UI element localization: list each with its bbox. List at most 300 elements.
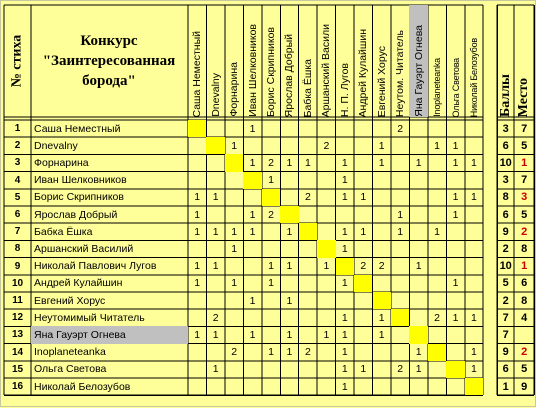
- score-cell: 1: [231, 277, 238, 290]
- column-header-participant: [225, 5, 243, 117]
- score-cell: [446, 240, 464, 257]
- column-header-label: Борис Скрипников: [265, 27, 278, 117]
- score-cell: [428, 172, 446, 189]
- row-number: 13: [11, 329, 24, 341]
- score-cell: [428, 292, 446, 309]
- score-cell: 2: [397, 363, 404, 376]
- score-cell: 2: [360, 260, 367, 273]
- score-cell: [465, 172, 483, 189]
- score-cell: [465, 275, 483, 292]
- score-cell: 1: [360, 191, 367, 204]
- score-cell: [280, 240, 298, 257]
- score-cell: [299, 172, 317, 189]
- score-cell: [373, 189, 391, 206]
- score-cell: [354, 378, 372, 395]
- column-header-label: Неутом. Читатель: [394, 29, 407, 117]
- score-cell: 1: [471, 191, 477, 204]
- score-cell: [225, 258, 243, 275]
- place-cell: 5: [521, 363, 528, 376]
- column-header-label: Бабка Ёшка: [301, 58, 314, 117]
- place-cell: [514, 326, 534, 343]
- score-cell: [354, 326, 372, 343]
- score-cell: [354, 206, 372, 223]
- column-header-participant: [299, 5, 317, 117]
- score-cell: 1: [194, 328, 201, 341]
- score-cell: [391, 378, 409, 395]
- score-cell: [206, 154, 224, 171]
- participant-name: Саша Неместный: [34, 122, 121, 135]
- score-cell: [206, 292, 224, 309]
- score-cell: [262, 326, 280, 343]
- contest-title-line: борода": [82, 73, 136, 89]
- score-cell: 1: [452, 208, 459, 221]
- score-cell: [465, 292, 483, 309]
- score-cell: 1: [341, 380, 348, 393]
- score-cell: [225, 206, 243, 223]
- score-cell: [262, 137, 280, 154]
- score-cell: 1: [397, 208, 404, 221]
- column-header-participant: [262, 5, 280, 117]
- column-header-participant: [465, 5, 483, 117]
- participant-name: Борис Скрипников: [34, 191, 124, 204]
- column-header-participant: [428, 5, 446, 117]
- score-cell: [299, 240, 317, 257]
- diagonal-cell: [391, 309, 409, 326]
- score-cell: [188, 154, 206, 171]
- participant-name: Ольга Светова: [34, 363, 107, 376]
- score-cell: [409, 378, 427, 395]
- score-cell: [354, 309, 372, 326]
- score-cell: [409, 120, 427, 137]
- row-number: 5: [14, 191, 21, 203]
- row-number: 3: [14, 157, 21, 169]
- score-cell: 1: [212, 363, 219, 376]
- score-cell: 2: [231, 346, 238, 359]
- place-cell: 7: [521, 122, 528, 135]
- score-cell: 1: [341, 277, 348, 290]
- total-cell: 7: [502, 328, 509, 341]
- column-header-label: Н. П. Лугов: [338, 62, 351, 117]
- score-cell: 1: [212, 191, 219, 204]
- score-cell: 1: [378, 311, 385, 324]
- score-cell: [465, 258, 483, 275]
- score-cell: [446, 223, 464, 240]
- score-cell: 2: [212, 311, 219, 324]
- score-cell: [391, 189, 409, 206]
- score-cell: [409, 292, 427, 309]
- score-cell: 1: [434, 225, 440, 238]
- column-header-participant: [336, 5, 354, 117]
- score-cell: [391, 275, 409, 292]
- total-cell: 7: [502, 311, 509, 324]
- contest-title: [31, 5, 187, 117]
- score-cell: 2: [304, 346, 311, 359]
- score-cell: [391, 292, 409, 309]
- total-cell: 6: [502, 363, 509, 376]
- score-cell: [299, 120, 317, 137]
- row-number: 12: [11, 312, 24, 324]
- score-cell: [317, 292, 335, 309]
- score-cell: 1: [194, 191, 201, 204]
- score-cell: [391, 258, 409, 275]
- score-cell: [225, 172, 243, 189]
- participant-name: Форнарина: [34, 156, 89, 169]
- score-cell: [206, 240, 224, 257]
- score-cell: [280, 275, 298, 292]
- score-cell: [188, 309, 206, 326]
- score-cell: [206, 120, 224, 137]
- score-cell: 1: [360, 225, 367, 238]
- place-cell: 2: [521, 346, 528, 359]
- participant-name: Бабка Ёшка: [34, 225, 93, 238]
- score-cell: [428, 275, 446, 292]
- row-number: 7: [14, 226, 21, 238]
- score-cell: [336, 292, 354, 309]
- score-cell: [299, 361, 317, 378]
- score-cell: [465, 240, 483, 257]
- total-cell: 10: [499, 156, 512, 169]
- score-cell: [409, 189, 427, 206]
- score-cell: 1: [415, 363, 422, 376]
- score-cell: 1: [268, 174, 274, 187]
- score-cell: [317, 189, 335, 206]
- score-cell: 1: [341, 174, 348, 187]
- score-cell: [206, 344, 224, 361]
- score-cell: [446, 326, 464, 343]
- score-cell: [243, 137, 261, 154]
- score-cell: [317, 344, 335, 361]
- score-cell: [391, 172, 409, 189]
- score-cell: 1: [471, 156, 477, 169]
- score-cell: [446, 378, 464, 395]
- score-cell: [465, 326, 483, 343]
- score-cell: [188, 344, 206, 361]
- score-cell: [299, 137, 317, 154]
- row-number: 2: [14, 140, 21, 152]
- place-cell: 5: [521, 139, 528, 152]
- score-cell: 1: [323, 260, 330, 273]
- column-header-participant: [373, 5, 391, 117]
- score-cell: [280, 172, 298, 189]
- participant-name: Неутомимый Читатель: [34, 311, 145, 324]
- score-cell: [299, 206, 317, 223]
- score-cell: [373, 120, 391, 137]
- score-cell: 1: [397, 225, 404, 238]
- score-cell: [188, 361, 206, 378]
- score-cell: 2: [268, 156, 274, 169]
- column-header-label: Николай Белозубов: [468, 37, 479, 117]
- place-cell: 8: [521, 242, 528, 255]
- score-cell: 1: [249, 208, 256, 221]
- score-cell: [428, 378, 446, 395]
- score-cell: [465, 223, 483, 240]
- column-header-participant: [409, 5, 427, 117]
- score-cell: [299, 292, 317, 309]
- score-cell: [409, 223, 427, 240]
- score-cell: [373, 275, 391, 292]
- score-cell: [317, 275, 335, 292]
- score-cell: [446, 172, 464, 189]
- score-cell: 1: [286, 260, 293, 273]
- column-header-label: Dnevalny: [209, 73, 222, 117]
- diagonal-cell: [428, 344, 446, 361]
- diagonal-cell: [409, 326, 427, 343]
- diagonal-cell: [262, 189, 280, 206]
- score-cell: [280, 378, 298, 395]
- score-cell: [206, 206, 224, 223]
- score-cell: [373, 361, 391, 378]
- score-cell: 1: [304, 156, 311, 169]
- score-cell: 1: [471, 311, 477, 324]
- score-cell: [446, 120, 464, 137]
- score-cell: 1: [231, 139, 238, 152]
- diagonal-cell: [336, 258, 354, 275]
- score-cell: 1: [341, 225, 348, 238]
- score-cell: [299, 275, 317, 292]
- score-cell: 1: [452, 311, 459, 324]
- total-cell: 6: [502, 208, 509, 221]
- score-cell: [225, 292, 243, 309]
- column-header-participant: [188, 5, 206, 117]
- score-cell: [243, 309, 261, 326]
- column-header-label: Ольга Светова: [450, 57, 461, 117]
- score-cell: [280, 137, 298, 154]
- score-cell: [428, 189, 446, 206]
- score-cell: 1: [341, 328, 348, 341]
- score-cell: [446, 292, 464, 309]
- diagonal-cell: [317, 240, 335, 257]
- score-cell: 1: [471, 346, 477, 359]
- score-cell: [354, 240, 372, 257]
- score-cell: [317, 361, 335, 378]
- score-cell: [262, 120, 280, 137]
- score-cell: 2: [304, 191, 311, 204]
- score-cell: [317, 206, 335, 223]
- total-cell: 5: [502, 277, 509, 290]
- score-cell: [354, 172, 372, 189]
- column-header-label: Евгений Хорус: [375, 45, 388, 117]
- total-cell: 9: [502, 225, 509, 238]
- total-cell: 6: [502, 139, 509, 152]
- diagonal-cell: [225, 154, 243, 171]
- score-cell: [188, 292, 206, 309]
- diagonal-cell: [188, 120, 206, 137]
- score-cell: [354, 292, 372, 309]
- score-cell: 1: [378, 328, 385, 341]
- column-header-label: Яна Гауэрт Огнева: [412, 25, 425, 117]
- column-header-label: Ярослав Добрый: [283, 33, 296, 117]
- contest-title-line: "Заинтересованная: [42, 53, 176, 69]
- score-cell: [243, 189, 261, 206]
- score-cell: [262, 223, 280, 240]
- column-header-label: Аршанский Васили: [320, 23, 333, 117]
- score-cell: 1: [231, 225, 238, 238]
- score-cell: 1: [452, 191, 459, 204]
- participant-name: Андрей Кулайшин: [34, 277, 123, 290]
- score-cell: [317, 223, 335, 240]
- score-cell: 1: [231, 242, 238, 255]
- score-cell: [373, 206, 391, 223]
- participant-name: Николай Белозубов: [34, 380, 131, 393]
- row-number: 4: [14, 174, 21, 186]
- score-cell: [409, 172, 427, 189]
- score-cell: [280, 309, 298, 326]
- diagonal-cell: [280, 206, 298, 223]
- score-cell: 1: [452, 156, 459, 169]
- score-cell: 1: [434, 139, 440, 152]
- score-cell: [280, 120, 298, 137]
- column-header-total: [497, 5, 514, 117]
- score-cell: 1: [286, 156, 293, 169]
- score-cell: [354, 137, 372, 154]
- participant-name: Евгений Хорус: [34, 294, 106, 307]
- row-number: 9: [14, 260, 21, 272]
- score-cell: [262, 361, 280, 378]
- total-cell: 3: [502, 174, 509, 187]
- score-cell: 1: [471, 363, 477, 376]
- participant-name: Dnevalny: [34, 139, 78, 152]
- score-cell: [409, 240, 427, 257]
- score-cell: [354, 154, 372, 171]
- column-header-participant: [206, 5, 224, 117]
- score-cell: [428, 240, 446, 257]
- score-cell: 1: [249, 225, 256, 238]
- score-cell: 1: [194, 208, 201, 221]
- score-cell: [225, 378, 243, 395]
- score-cell: 1: [341, 191, 348, 204]
- score-cell: [206, 172, 224, 189]
- score-cell: 1: [378, 139, 385, 152]
- score-cell: [391, 240, 409, 257]
- column-header-place: [514, 5, 534, 117]
- score-cell: [225, 189, 243, 206]
- score-cell: 1: [415, 346, 422, 359]
- place-cell: 5: [521, 208, 528, 221]
- total-cell: 2: [502, 242, 509, 255]
- score-cell: 1: [286, 294, 293, 307]
- score-cell: 1: [268, 277, 274, 290]
- score-cell: [446, 344, 464, 361]
- score-cell: [317, 154, 335, 171]
- score-cell: [446, 258, 464, 275]
- score-cell: [280, 361, 298, 378]
- participant-name: Ярослав Добрый: [34, 208, 118, 221]
- contest-title-line: Конкурс: [80, 33, 138, 49]
- participant-name: Inoplaneteanka: [34, 346, 106, 359]
- total-cell: 10: [499, 260, 512, 273]
- score-cell: 1: [360, 363, 367, 376]
- score-cell: [409, 137, 427, 154]
- score-cell: [188, 137, 206, 154]
- column-header-participant: [391, 5, 409, 117]
- score-cell: 1: [415, 156, 422, 169]
- place-cell: 1: [521, 260, 528, 273]
- score-cell: [428, 206, 446, 223]
- score-cell: 1: [341, 242, 348, 255]
- score-cell: [354, 120, 372, 137]
- score-cell: [280, 189, 298, 206]
- score-cell: [188, 172, 206, 189]
- score-cell: [299, 309, 317, 326]
- score-cell: [391, 154, 409, 171]
- score-cell: 1: [249, 156, 256, 169]
- row-number: 11: [12, 295, 23, 307]
- participant-name: Яна Гауэрт Огнева: [31, 326, 188, 343]
- column-header-participant: [280, 5, 298, 117]
- score-cell: [391, 326, 409, 343]
- score-cell: [262, 378, 280, 395]
- score-cell: [373, 378, 391, 395]
- diagonal-cell: [446, 361, 464, 378]
- place-cell: 2: [521, 225, 528, 238]
- column-header-participant: [446, 5, 464, 117]
- row-number: 10: [11, 277, 24, 289]
- score-cell: [373, 240, 391, 257]
- place-header-label: Место: [516, 77, 532, 117]
- column-header-participant: [243, 5, 261, 117]
- participant-name: Иван Шелковников: [34, 174, 127, 187]
- score-cell: 1: [452, 139, 459, 152]
- score-cell: [243, 378, 261, 395]
- score-cell: 1: [194, 225, 201, 238]
- score-cell: [465, 137, 483, 154]
- score-cell: 1: [194, 260, 201, 273]
- score-cell: [409, 309, 427, 326]
- score-cell: [225, 120, 243, 137]
- column-header-label: Саша Неместный: [191, 30, 204, 117]
- score-cell: 1: [415, 260, 422, 273]
- total-cell: 3: [502, 122, 509, 135]
- score-cell: 2: [434, 311, 440, 324]
- diagonal-cell: [354, 275, 372, 292]
- column-header-participant: [317, 5, 335, 117]
- score-cell: [428, 154, 446, 171]
- score-cell: [243, 275, 261, 292]
- place-cell: 6: [521, 277, 528, 290]
- score-cell: [354, 344, 372, 361]
- place-cell: 3: [521, 191, 528, 204]
- score-cell: [428, 361, 446, 378]
- score-cell: [299, 326, 317, 343]
- score-cell: [373, 223, 391, 240]
- score-cell: [188, 240, 206, 257]
- score-cell: 2: [378, 260, 385, 273]
- score-cell: [262, 292, 280, 309]
- place-cell: 7: [521, 174, 528, 187]
- score-cell: [243, 361, 261, 378]
- score-cell: 1: [452, 277, 459, 290]
- row-number: 6: [14, 209, 21, 221]
- column-header-participant: [354, 5, 372, 117]
- score-cell: 1: [341, 311, 348, 324]
- diagonal-cell: [373, 292, 391, 309]
- total-cell: 2: [502, 294, 509, 307]
- column-header-label: Андрей Кулайшин: [357, 28, 370, 117]
- score-cell: [373, 344, 391, 361]
- score-cell: [465, 206, 483, 223]
- participant-name: Николай Павлович Лугов: [34, 260, 157, 273]
- score-cell: [373, 172, 391, 189]
- score-cell: 2: [323, 139, 330, 152]
- score-cell: [206, 275, 224, 292]
- score-cell: 2: [397, 122, 404, 135]
- diagonal-cell: [243, 172, 261, 189]
- score-cell: [243, 240, 261, 257]
- column-header-label: Форнарина: [228, 62, 241, 117]
- score-cell: 1: [212, 328, 219, 341]
- score-cell: [243, 258, 261, 275]
- place-cell: 9: [521, 380, 528, 393]
